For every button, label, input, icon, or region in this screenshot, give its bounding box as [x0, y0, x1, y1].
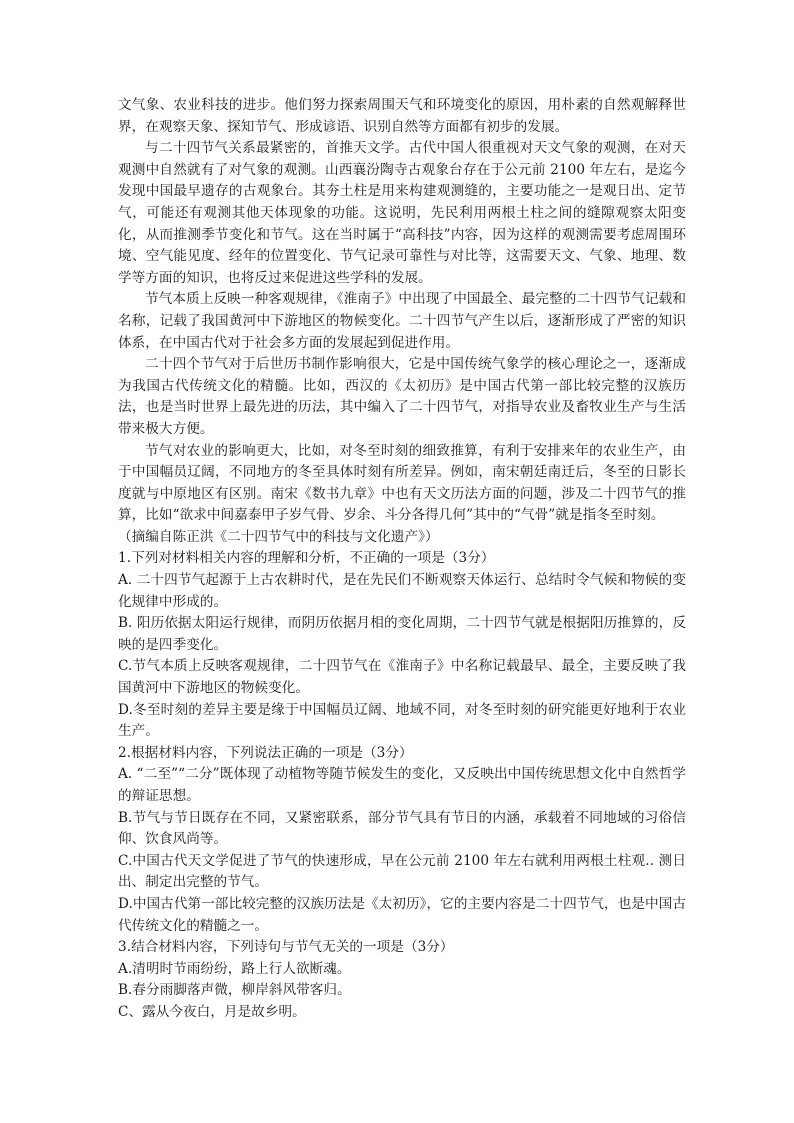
- option-a: A. 二十四节气起源于上古农耕时代，是在先民们不断观察天体运行、总结时令气候和物候的变化规律中形成的。: [118, 572, 686, 610]
- question-stem: 1.下列对材料相关内容的理解和分析，不正确的一项是（3分）: [118, 550, 495, 567]
- question-stem: 3.结合材料内容，下列诗句与节气无关的一项是（3分）: [118, 939, 454, 956]
- paragraph: 二十四个节气对于后世历书制作影响很大，它是中国传统气象学的核心理论之一，逐渐成为我国古代传统文化的精髓。比如，西汉的《太初历》是中国古代第一部比较完整的汉族历法，也是当时世界上最先进的历法，其中编入了二十四节气，对指导农业及畜牧业生产与生活带来极大方便。: [118, 356, 686, 437]
- option-a: A.清明时节雨纷纷，路上行人欲断魂。: [118, 960, 351, 977]
- paragraph-continued: 文气象、农业科技的进步。他们努力探索周围天气和环境变化的原因，用朴素的自然观解释世界，在观察天象、探知节气、形成谚语、识别自然等方面都有初步的发展。: [118, 97, 686, 135]
- question-3: [118, 937, 686, 1023]
- question-stem: 2.根据材料内容，下列说法正确的一项是（3分）: [118, 744, 413, 761]
- option-d: D.中国古代第一部比较完整的汉族历法是《太初历》，它的主要内容是二十四节气，也是中国古代传统文化的精髓之一。: [118, 895, 686, 934]
- paragraph: 节气本质上反映一种客观规律，《淮南子》中出现了中国最全、最完整的二十四节气记载和名称，记载了我国黄河中下游地区的物候变化。二十四节气产生以后，逐渐形成了严密的知识体系，在中国古代对于社会多方面的发展起到促进作用。: [118, 291, 686, 351]
- question-1: [118, 548, 686, 742]
- option-b: B. 阳历依据太阳运行规律，而阴历依据月相的变化周期，二十四节气就是根据阳历推算的，反映的是四季变化。: [118, 615, 686, 653]
- option-b: B.春分雨脚落声微，柳岸斜风带客归。: [118, 982, 351, 999]
- option-c: C.中国古代天文学促进了节气的快速形成，早在公元前 2100 年左右就利用两根土柱观.. 测日出、制定出完整的节气。: [118, 852, 686, 891]
- paragraph: 与二十四节气关系最紧密的，首推天文学。古代中国人很重视对天文气象的观测，在对天观测中自然就有了对气象的观测。山西襄汾陶寺古观象台存在于公元前 2100 年左右，是迄今发现中国最早遗存的古观象台。其夯土柱是用来构建观测缝的，主要功能之一是观日出、定节气，可能还有观测其他天体现象的功能。这说明，先民利用两根土柱之间的缝隙观察太阳变化，从而推测季节变化和节气。这在当时属于“高科技”内容，因为这样的观测需要考虑周围环境、空气能见度、经年的位置变化、节气记录可靠性与对比等，这需要天文、气象、地理、数学等方面的知识，也将反过来促进这些学科的发展。: [118, 140, 686, 286]
- document-page: [118, 95, 686, 1024]
- paragraph: 节气对农业的影响更大，比如，对冬至时刻的细致推算，有利于安排来年的农业生产，由于中国幅员辽阔，不同地方的冬至具体时刻有所差异。例如，南宋朝廷南迁后，冬至的日影长度就与中原地区有区别。南宋《数书九章》中也有天文历法方面的问题，涉及二十四节气的推算，比如“欲求中间嘉泰甲子岁气骨、岁余、斗分各得几何”其中的“气骨”就是指冬至时刻。: [118, 442, 686, 524]
- option-a: A. “二至”“二分”既体现了动植物等随节候发生的变化，又反映出中国传统思想文化中自然哲学的辩证思想。: [118, 766, 686, 804]
- option-b: B.节气与节日既存在不同，又紧密联系，部分节气具有节日的内涵，承载着不同地域的习俗信仰、饮食风尚等。: [118, 809, 686, 848]
- question-2: [118, 743, 686, 937]
- option-c: C.节气本质上反映客观规律，二十四节气在《淮南子》中名称记载最早、最全，主要反映了我国黄河中下游地区的物候变化。: [118, 658, 686, 697]
- source-citation: （摘编自陈正洪《二十四节气中的科技与文化遗产》）: [118, 528, 439, 545]
- option-d: D.冬至时刻的差异主要是缘于中国幅员辽阔、地域不同，对冬至时刻的研究能更好地利于农业生产。: [118, 701, 686, 740]
- option-c: C、露从今夜白，月是故乡明。: [118, 1003, 306, 1020]
